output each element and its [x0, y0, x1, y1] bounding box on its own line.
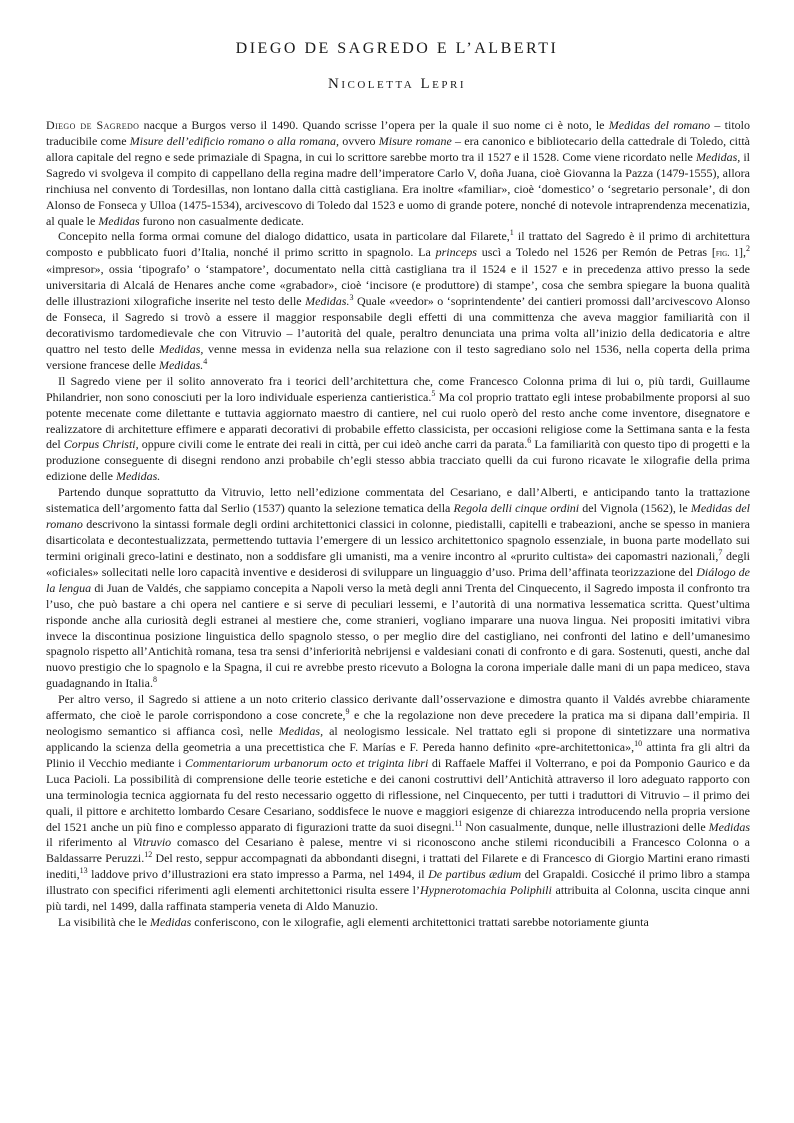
text-run: La visibilità che le: [58, 915, 150, 930]
italic-text: Corpus Christi,: [63, 437, 139, 452]
author-name: Nicoletta Lepri: [328, 76, 466, 92]
text-run: furono non casualmente dedicate.: [139, 213, 304, 228]
footnote-ref: 12: [144, 850, 153, 860]
text-run: attinta fra gli altri da Plinio il Vecchio mediante i: [46, 739, 751, 770]
footnote-ref: 8: [152, 675, 157, 685]
footnote-ref: 7: [718, 547, 723, 557]
italic-text: Misure dell’edificio romano o alla romana,: [129, 133, 339, 148]
text-run: «impresor», ossia ‘tipografo’ o ‘stampatore’, documentato nella città castigliana tra il 1524 e il 1527 e in precedenza attivo presso la sede universitaria di Alcalá de Henares anche come «grabador», cioè ‘incisore (e produttore) di stampe’, cosa che sembra spiegare la buona qualità delle illustrazioni xilografiche inserite nel testo delle: [46, 262, 750, 309]
text-run: degli «oficiales» sollecitati nelle loro capacità inventive e desiderosi di sviluppare un linguaggio d’uso. Prima dell’affinata teorizzazione del: [46, 548, 750, 579]
italic-text: Regola delli cinque ordini: [453, 501, 580, 516]
text-run: ovvero: [338, 133, 379, 148]
italic-text: Medidas: [149, 915, 192, 930]
italic-text: Medidas,: [695, 149, 741, 164]
italic-text: Medidas.: [158, 357, 204, 372]
italic-text: Commentariorum urbanorum octo et triginta libri: [185, 755, 429, 770]
text-run: e che la regolazione non deve precedere la pratica ma si dipana dall’empiria. Il neologismo semantico si affianca così, nelle: [46, 708, 751, 739]
paragraph: [46, 485, 750, 692]
italic-text: Medidas,: [278, 724, 324, 739]
footnote-ref: 10: [634, 738, 643, 748]
italic-text: Hypnerotomachia Poliphili: [420, 883, 552, 898]
figure-ref: fig. 1: [715, 248, 739, 260]
footnote-ref: 1: [509, 228, 514, 238]
text-run: – era canonico e bibliotecario della cattedrale di Toledo, città allora capitale del regno e sede primaziale di Spagna, in cui lo scrittore sarebbe morto tra il 1527 e il 1528. Come viene ricordato nelle: [46, 133, 751, 164]
paragraph: [46, 118, 750, 229]
text-run: il Sagredo vi svolgeva il compito di cappellano della regina madre dell’imperatore Carlo V, doña Juana, cioè Giovanna la Pazza (1479-1555), allora rinchiusa nel convento di Tordesillas, non lontano dalla città castigliana. Era inoltre «familiar», cioè ‘domestico’ o ‘segretario personale’, di don Alonso de Fonseca y Ulloa (1475-1534), arcivescovo di Toledo dal 1523 e uomo di grande potere, nonché di notevole intraprendenza mecenatizia, al quale le: [46, 149, 751, 228]
paragraph: [46, 229, 750, 373]
footnote-ref: 2: [746, 244, 750, 254]
text-run: di Juan de Valdés, che sappiamo concepita a Napoli verso la metà degli anni Trenta del Cinquecento, il Sagredo imposta il confronto tra l’uso, che può bastare a chi opera nel cantiere e si serve di peculiari lessemi, e l’autorità di una normativa lessematica scritta. Quest’ultima risponde anche alla curiosità degli estranei al mestiere che, come stranieri, vogliano imparare una nuova lingua. Nei propositi imitativi vibra invece la discontinua posizione linguistica dello spagnolo stesso, o per meglio dire del castigliano, nei confronti del latino e dell’umanesimo spagnolo rispetto all’Antichità romana, tesa tra sensi d’inferiorità nebrijensi e valdesiani conati di confronto e di gara. Sostenuti, questi, anche dal nuovo prestigio che lo spagnolo e la Spagna, il cui re avrebbe presto ricevuto a Bologna la corona imperiale dalle mani di un papa mediceo, stava guadagnando in Italia.: [46, 580, 751, 691]
text-run: oppure civili come le entrate dei reali in città, per cui ideò anche carri da parata.: [138, 437, 528, 452]
text-run: attribuita al Colonna, uscita cinque anni più tardi, nel 1499, dalla raffinata stamperia veneta di Aldo Manuzio.: [46, 883, 751, 914]
text-run: Concepito nella forma ormai comune del dialogo didattico, usata in particolare dal Filarete,: [58, 229, 510, 244]
italic-text: Medidas del romano: [608, 118, 711, 132]
footnote-ref: 5: [431, 388, 436, 398]
article-body: [46, 118, 750, 931]
text-run: il trattato del Sagredo è il primo di architettura composto e pubblicato fuori d’Italia, nonché il primo scritto in spagnolo. La: [46, 229, 751, 260]
italic-text: Medidas.: [115, 469, 161, 484]
italic-text: Diálogo de la lengua: [46, 564, 750, 595]
italic-text: Misure romane: [378, 133, 452, 148]
text-run: venne messa in evidenza nella sua relazione con il testo sagrediano solo nel 1536, nella coperta della prima versione francese delle: [46, 341, 750, 372]
footnote-ref: 13: [79, 866, 88, 876]
text-run: – titolo traducibile come: [46, 118, 750, 148]
text-run: Il Sagredo viene per il solito annoverato fra i teorici dell’architettura che, come Francesco Colonna prima di lui o, più tardi, Guillaume Philandrier, non sono conosciuti per la loro individuale esperienza cantieristica.: [46, 373, 750, 404]
italic-text: De partibus ædium: [428, 867, 522, 882]
text-run: uscì a Toledo nel 1526 per Remón de Petras [: [476, 245, 716, 260]
text-run: il riferimento al: [46, 835, 133, 850]
text-run: Ma col proprio trattato egli intese probabilmente proporsi al suo potente mecenate come dilettante e tuttavia aggiornato maestro di cantiere, nel cui ruolo operò del resto anche come inventore, disegnatore e realizzatore di architetture effimere e apparati decorativi di probabile effetto classicista, per occasioni religiose come la Settimana santa e la festa del: [46, 389, 751, 452]
italic-text: Medidas: [708, 819, 750, 834]
footnote-ref: 4: [203, 356, 208, 366]
paragraph: [46, 915, 750, 931]
italic-text: Medidas: [98, 213, 140, 228]
footnote-ref: 11: [454, 818, 463, 828]
italic-text: Medidas,: [159, 341, 204, 356]
text-run: del Vignola (1562), le: [579, 501, 691, 516]
author-name-smallcaps: Diego de Sagredo: [46, 118, 140, 132]
text-run: di Raffaele Maffei il Volterrano, e poi da Pomponio Gaurico e da Luca Pacioli. La possibilità di comprensione delle teorie estetiche e dei canoni costruttivi dell’Antichità attraverso il loro adeguato rapporto con una terminologia tecnica aggiornata fu del resto necessario oggetto di riflessione, nel Cinquecento, per tutti i traduttori di Vitruvio – il primo dei quali, il pittore e architetto lombardo Cesare Cesariano, soddisfece le nuove e maggiori esigenze di chiarezza introducendo nella propria versione del 1521 anche un più fino e complesso apparato di figurazioni tratte da suoi disegni.: [46, 755, 750, 834]
text-run: descrivono la sintassi formale degli ordini architettonici classici in colonne, piedistalli, capitelli e trabeazioni, anche se spesso in maniera disarticolata e decontestualizzata, permettendo tuttavia l’emergere di un lessico architettonico spagnolo essenziale, in buona parte modellato sui termini originali greco-latini e destinato, non a soddisfare gli umanisti, ma a venire incontro al «prurito cultista» dei capomastri nazionali,: [46, 517, 750, 563]
footnote-ref: 3: [349, 293, 354, 303]
text-run: Del resto, seppur accompagnati da abbondanti disegni, i trattati del Filarete e di Francesco di Giorgio Martini erano rimasti inediti,: [46, 851, 750, 882]
text-run: Partendo dunque soprattutto da Vitruvio, letto nell’edizione commentata del Cesariano, e dall’Alberti, e anticipando tanto la trattazione sistematica dell’argomento fatta dal Serlio (1537) quanto la selezione tematica della: [46, 485, 750, 516]
text-run: Non casualmente, dunque, nelle illustrazioni delle: [462, 819, 709, 834]
text-run: comasco del Cesariano è palese, mentre vi si riconoscono anche stilemi riconducibili a Francesco Colonna o a Baldassarre Peruzzi.: [46, 835, 750, 866]
text-run: nacque a Burgos verso il 1490. Quando scrisse l’opera per la quale il suo nome ci è noto, le: [139, 118, 609, 132]
text-run: al neologismo lessicale. Nel trattato egli si propone di sintetizzare una normativa applicando la scienza della geometria a una precettistica che F. Marías e F. Pereda hanno definito «pre-architettonica»,: [46, 724, 750, 754]
text-run: Quale «veedor» o ‘soprintendente’ dei cantieri promossi dall’arcivescovo Alonso de Fonseca, il Sagredo si trovò a essere il maggior responsabile degli effetti di una committenza che aveva maggior familiarità con il decorativismo tardomedievale che con Vitruvio – l’autorità del quale, peraltro denunciata una prima volta all’inizio della dedicatoria e altre quattro nel testo delle: [46, 294, 750, 356]
text-run: La familiarità con questo tipo di progetti e la produzione conseguente di disegni rendono anzi probabile ch’egli stesso abbia tracciato quelli da cui furono ricavate le xilografie della prima edizione delle: [46, 437, 750, 484]
italic-text: Vitruvio: [132, 835, 172, 850]
text-run: conferiscono, con le xilografie, agli elementi architettonici trattati sarebbe notoriamente giunta: [191, 915, 649, 930]
text-run: del Grapaldi. Cosicché il primo libro a stampa illustrato con specifici riferimenti agli elementi architettonici risulta essere l’: [46, 867, 750, 898]
paragraph: [46, 692, 750, 915]
text-run: ],: [739, 245, 746, 260]
text-run: laddove privo d’illustrazioni era stato impresso a Parma, nel 1494, il: [87, 867, 429, 882]
italic-text: Medidas.: [305, 294, 350, 309]
footnote-ref: 6: [527, 436, 532, 446]
text-run: Per altro verso, il Sagredo si attiene a un noto criterio classico derivante dall’osservazione e dimostra quanto il Valdés avrebbe chiaramente affermato, che cioè le parole corrispondono a cose concrete,: [46, 692, 750, 723]
italic-text: princeps: [435, 245, 477, 260]
paragraph: [46, 374, 750, 485]
footnote-ref: 9: [345, 707, 350, 717]
page-title: DIEGO DE SAGREDO E L’ALBERTI: [235, 40, 559, 57]
italic-text: Medidas del romano: [46, 501, 750, 532]
